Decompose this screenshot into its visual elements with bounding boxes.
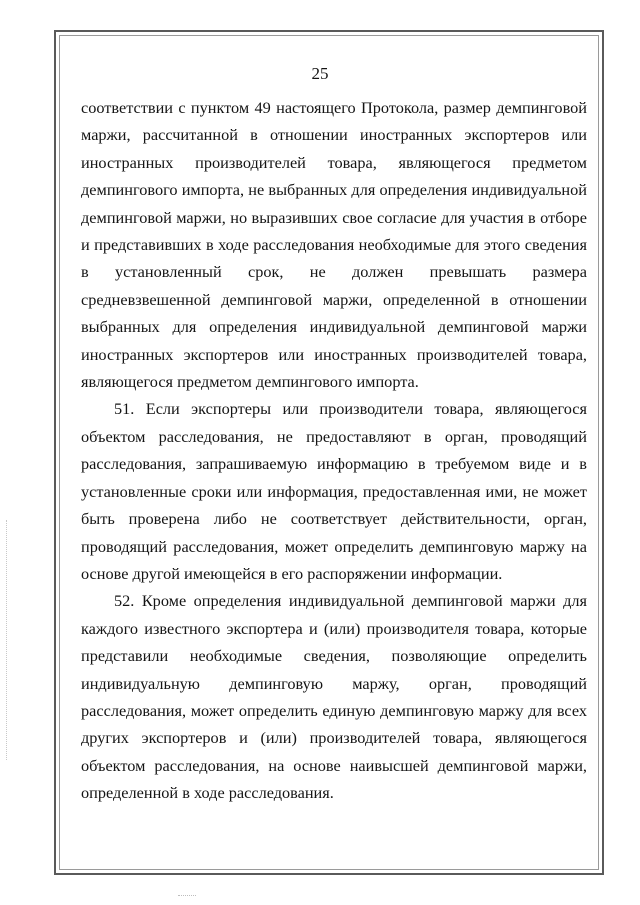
paragraph-continuation: соответствии с пунктом 49 настоящего Протокола, размер демпинговой маржи, рассчитанной в отношении иностранных экспортеров или иностранных производителей товара, являющегося предметом демпингового импорта, не выбранных для определения индивидуальной демпинговой маржи, но выразивших свое согласие для участия в отборе и представивших в ходе расследования необходимые для этого сведения в установленный срок, не должен превышать размера средневзвешенной демпинговой маржи, определенной в отношении выбранных для определения индивидуальной демпинговой маржи иностранных экспортеров или иностранных производителей товара, являющегося предметом демпингового импорта.	[81, 98, 587, 392]
scan-speckle-bottom	[178, 895, 196, 897]
paragraph-item-51: 51. Если экспортеры или производители товара, являющегося объектом расследования, не предоставляют в орган, проводящий расследования, запрашиваемую информацию в требуемом виде и в установленные сроки или информация, предоставленная ими, не может быть проверена либо не соответствует действительности, орган, проводящий расследования, может определить демпинговую маржу на основе другой имеющейся в его распоряжении информации.	[81, 399, 587, 583]
page-number: 25	[311, 64, 329, 83]
paragraph-item-52: 52. Кроме определения индивидуальной демпинговой маржи для каждого известного экспортера и (или) производителя товара, которые представили необходимые сведения, позволяющие определить индивидуальную демпинговую маржу, орган, проводящий расследования, может определить единую демпинговую маржу для всех других экспортеров и (или) производителей товара, являющегося объектом расследования, на основе наивысшей демпинговой маржи, определенной в ходе расследования.	[81, 591, 587, 803]
scan-speckle-left	[6, 520, 11, 760]
document-body	[81, 94, 587, 807]
